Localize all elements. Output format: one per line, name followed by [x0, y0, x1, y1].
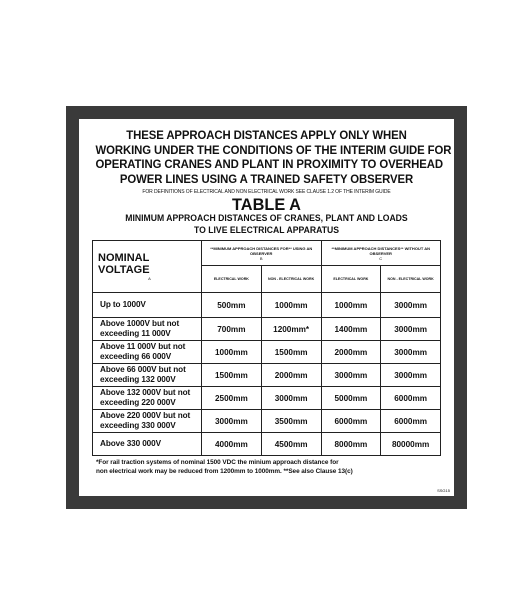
value-cell: 1500mm — [202, 364, 262, 387]
table-header-row — [93, 241, 441, 266]
voltage-cell: Above 330 000V — [93, 433, 202, 456]
sign-border — [66, 106, 467, 509]
sign-panel — [79, 119, 454, 496]
value-cell: 1000mm — [261, 293, 321, 318]
subheader-cell: NON - ELECTRICAL WORK — [381, 266, 441, 293]
sign-code: SSG15 — [437, 488, 450, 493]
table-row — [93, 293, 441, 318]
with-observer-header — [202, 241, 322, 266]
value-cell: 1400mm — [321, 318, 381, 341]
value-cell: 1500mm — [261, 341, 321, 364]
footnote-line: non electrical work may be reduced from 1200mm to 1000mm. **See also Clause 13(c) — [96, 467, 353, 475]
without-observer-header — [321, 241, 441, 266]
without-observer-label: **MINIMUM APPROACH DISTANCES** WITHOUT AN OBSERVER — [331, 245, 431, 256]
table-row — [93, 410, 441, 433]
voltage-cell: Above 132 000V but not exceeding 220 000V — [93, 387, 202, 410]
nominal-voltage-header — [93, 241, 202, 293]
value-cell: 3000mm — [381, 341, 441, 364]
value-cell: 3000mm — [381, 293, 441, 318]
value-cell: 3000mm — [321, 364, 381, 387]
footnote — [92, 459, 441, 476]
column-letter: A — [148, 276, 151, 281]
value-cell: 6000mm — [381, 387, 441, 410]
voltage-cell: Above 220 000V but not exceeding 330 000V — [93, 410, 202, 433]
approach-distance-table — [92, 240, 441, 456]
value-cell: 3500mm — [261, 410, 321, 433]
value-cell: 1000mm — [321, 293, 381, 318]
value-cell: 1000mm — [202, 341, 262, 364]
definitions-note: FOR DEFINITIONS OF ELECTRICAL AND NON ELECTRICAL WORK SEE CLAUSE 1.2 OF THE INTERIM GUIDE — [142, 189, 391, 195]
subheader-cell: NON - ELECTRICAL WORK — [261, 266, 321, 293]
voltage-cell: Above 1000V but not exceeding 11 000V — [93, 318, 202, 341]
footnote-line: *For rail traction systems of nominal 1500 VDC the minium approach distance for — [96, 459, 339, 466]
value-cell: 6000mm — [381, 410, 441, 433]
subheader-cell: ELECTRICAL WORK — [202, 266, 262, 293]
value-cell: 5000mm — [321, 387, 381, 410]
headline-line: OPERATING CRANES AND PLANT IN PROXIMITY TO OVERHEAD — [95, 158, 443, 171]
column-letter: C — [379, 255, 383, 261]
table-row — [93, 341, 441, 364]
column-letter: B — [259, 255, 263, 261]
value-cell: 2500mm — [202, 387, 262, 410]
with-observer-label: **MINIMUM APPROACH DISTANCES FOR** USING AN OBSERVER — [210, 245, 313, 256]
value-cell: 3000mm — [381, 364, 441, 387]
value-cell: 2000mm — [261, 364, 321, 387]
value-cell: 8000mm — [321, 433, 381, 456]
subheader-cell: ELECTRICAL WORK — [321, 266, 381, 293]
voltage-cell: Above 66 000V but not exceeding 132 000V — [93, 364, 202, 387]
value-cell: 3000mm — [381, 318, 441, 341]
value-cell: 500mm — [202, 293, 262, 318]
value-cell: 3000mm — [202, 410, 262, 433]
value-cell: 2000mm — [321, 341, 381, 364]
table-row — [93, 364, 441, 387]
table-row — [93, 387, 441, 410]
subtitle-line: MINIMUM APPROACH DISTANCES OF CRANES, PLANT AND LOADS — [125, 213, 408, 223]
voltage-cell: Above 11 000V but not exceeding 66 000V — [93, 341, 202, 364]
value-cell: 4500mm — [261, 433, 321, 456]
value-cell: 700mm — [202, 318, 262, 341]
nominal-voltage-label: NOMINAL VOLTAGE — [98, 252, 150, 276]
value-cell: 1200mm* — [261, 318, 321, 341]
table-row — [93, 318, 441, 341]
value-cell: 3000mm — [261, 387, 321, 410]
headline-line: WORKING UNDER THE CONDITIONS OF THE INTERIM GUIDE FOR — [95, 143, 452, 157]
value-cell: 80000mm — [381, 433, 441, 456]
value-cell: 6000mm — [321, 410, 381, 433]
subtitle-line: TO LIVE ELECTRICAL APPARATUS — [194, 224, 339, 235]
table-row — [93, 433, 441, 456]
headline-line: POWER LINES USING A TRAINED SAFETY OBSERVER — [119, 172, 414, 186]
value-cell: 4000mm — [202, 433, 262, 456]
voltage-cell: Up to 1000V — [93, 293, 202, 318]
table-subtitle — [99, 213, 434, 236]
table-title: TABLE A — [232, 195, 301, 214]
headline-line: THESE APPROACH DISTANCES APPLY ONLY WHEN — [126, 129, 407, 142]
headline — [95, 129, 452, 187]
